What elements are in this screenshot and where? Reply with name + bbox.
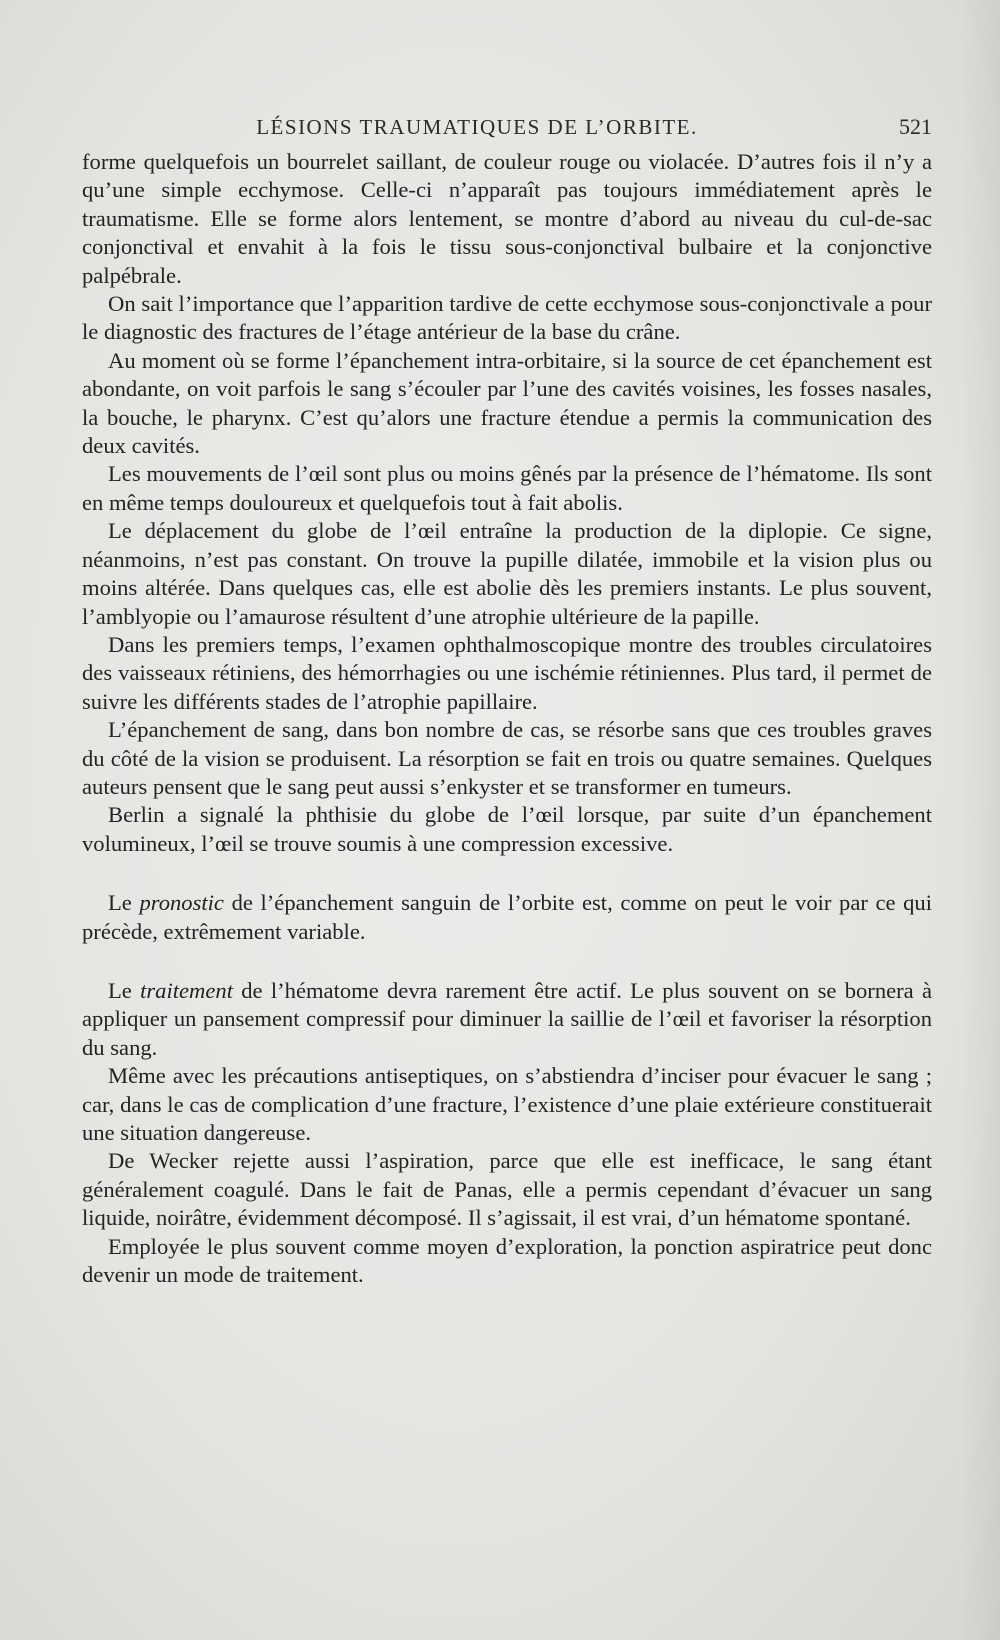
body-text xyxy=(82,148,932,1289)
paragraph-13: Employée le plus souvent comme moyen d’exploration, la ponction aspiratrice peut donc devenir un mode de traitement. xyxy=(82,1233,932,1288)
pronostic-term: pronostic xyxy=(139,890,224,916)
traitement-rest: de l’hématome devra rarement être actif. Le plus souvent on se bornera à appliquer un pansement compressif pour diminuer la saillie de l’œil et favoriser la résorption du sang. xyxy=(82,977,932,1060)
page-edge-shadow xyxy=(960,0,1000,1640)
pronostic-rest: de l’épanchement sanguin de l’orbite est, comme on peut le voir par ce qui précède, extrêmement variable. xyxy=(82,890,932,944)
traitement-lead: Le xyxy=(108,977,141,1003)
paragraph-11: Même avec les précautions antiseptiques, on s’abstiendra d’inciser pour évacuer le sang ; car, dans le cas de complication d’une fracture, l’existence d’une plaie extérieure constituerait une situation dangereuse. xyxy=(82,1063,932,1145)
traitement-term: traitement xyxy=(140,977,233,1003)
paragraph-7: L’épanchement de sang, dans bon nombre de cas, se résorbe sans que ces troubles graves du côté de la vision se produisent. La résorption se fait en trois ou quatre semaines. Quelques auteurs pensent que le sang peut aussi s’enkyster et se transformer en tumeurs. xyxy=(82,717,932,799)
page-number: 521 xyxy=(899,114,932,139)
paragraph-traitement xyxy=(82,977,932,1062)
paragraph-5: Le déplacement du globe de l’œil entraîne la production de la diplopie. Ce signe, néanmoins, n’est pas constant. On trouve la pupille dilatée, immobile et la vision plus ou moins altérée. Dans quelques cas, elle est abolie dès les premiers instants. Le plus souvent, l’amblyopie ou l’amaurose résultent d’une atrophie ultérieure de la papille. xyxy=(82,518,932,629)
paragraph-4: Les mouvements de l’œil sont plus ou moins gênés par la présence de l’hématome. Ils sont en même temps douloureux et quelquefois tout à fait abolis. xyxy=(82,461,932,515)
paragraph-2: On sait l’importance que l’apparition tardive de cette ecchymose sous-conjonctivale a pour le diagnostic des fractures de l’étage antérieur de la base du crâne. xyxy=(82,291,932,345)
paragraph-6: Dans les premiers temps, l’examen ophthalmoscopique montre des troubles circulatoires des vaisseaux rétiniens, des hémorrhagies ou une ischémie rétiniennes. Plus tard, il permet de suivre les différents stades de l’atrophie papillaire. xyxy=(82,631,932,714)
page-header xyxy=(82,112,932,142)
pronostic-lead: Le xyxy=(108,890,140,916)
paragraph-1: forme quelquefois un bourrelet saillant, de couleur rouge ou violacée. D’autres fois il n’y a qu’une simple ecchymose. Celle-ci n’apparaît pas toujours immédiatement après le traumatisme. Elle se forme alors lentement, se montre d’abord au niveau du cul-de-sac conjonctival et envahit à la fois le tissu sous-conjonctival bulbaire et la conjonctive palpébrale. xyxy=(82,149,932,288)
paragraph-8: Berlin a signalé la phthisie du globe de l’œil lorsque, par suite d’un épanchement volumineux, l’œil se trouve soumis à une compression excessive. xyxy=(82,802,932,856)
paragraph-pronostic xyxy=(82,889,932,946)
paragraph-3: Au moment où se forme l’épanchement intra-orbitaire, si la source de cet épanchement est abondante, on voit parfois le sang s’écouler par l’une des cavités voisines, les fosses nasales, la bouche, le pharynx. C’est qu’alors une fracture étendue a permis la communication des deux cavités. xyxy=(82,347,932,459)
running-title: LÉSIONS TRAUMATIQUES DE L’ORBITE. xyxy=(256,115,698,139)
paragraph-12: De Wecker rejette aussi l’aspiration, parce que elle est inefficace, le sang étant généralement coagulé. Dans le fait de Panas, elle a permis cependant d’évacuer un sang liquide, noirâtre, évidemment décomposé. Il s’agissait, il est vrai, d’un hématome spontané. xyxy=(82,1148,932,1231)
